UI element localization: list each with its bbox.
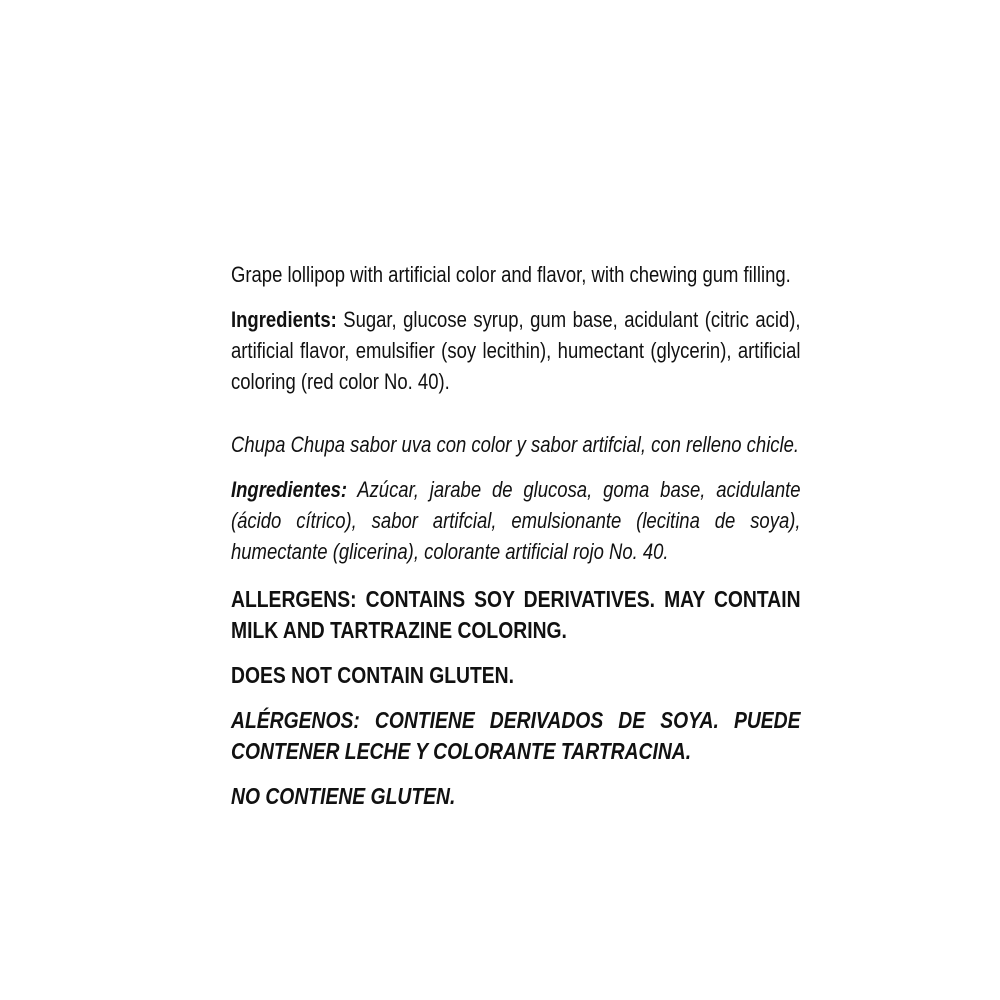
product-description-es: Chupa Chupa sabor uva con color y sabor artifcial, con relleno chicle. bbox=[231, 432, 800, 457]
allergens-warning-en: ALLERGENS: CONTAINS SOY DERIVATIVES. MAY CONTAIN MILK AND TARTRAZINE COLORING. bbox=[231, 586, 801, 643]
ingredients-heading-en: Ingredients: bbox=[231, 307, 337, 332]
gluten-statement-en: DOES NOT CONTAIN GLUTEN. bbox=[231, 662, 515, 688]
ingredients-list-en: Sugar, glucose syrup, gum base, acidulant (citric acid), artificial flavor, emulsifier (soy lecithin), humectant (glycerin), artificial coloring (red color No. 40). bbox=[231, 307, 801, 394]
ingredients-heading-es: Ingredientes: bbox=[231, 477, 348, 502]
ingredients-en bbox=[231, 304, 801, 397]
product-description-en: Grape lollipop with artificial color and flavor, with chewing gum filling. bbox=[231, 262, 791, 287]
product-label-text bbox=[231, 259, 801, 812]
ingredients-es bbox=[231, 474, 801, 567]
ingredients-list-es: Azúcar, jarabe de glucosa, goma base, acidulante (ácido cítrico), sabor artifcial, emulsionante (lecitina de soya), humectante (glicerina), colorante artificial rojo No. 40. bbox=[231, 477, 801, 564]
allergens-warning-es: ALÉRGENOS: CONTIENE DERIVADOS DE SOYA. PUEDE CONTENER LECHE Y COLORANTE TARTRACINA. bbox=[231, 707, 801, 764]
gluten-statement-es: NO CONTIENE GLUTEN. bbox=[231, 783, 456, 809]
